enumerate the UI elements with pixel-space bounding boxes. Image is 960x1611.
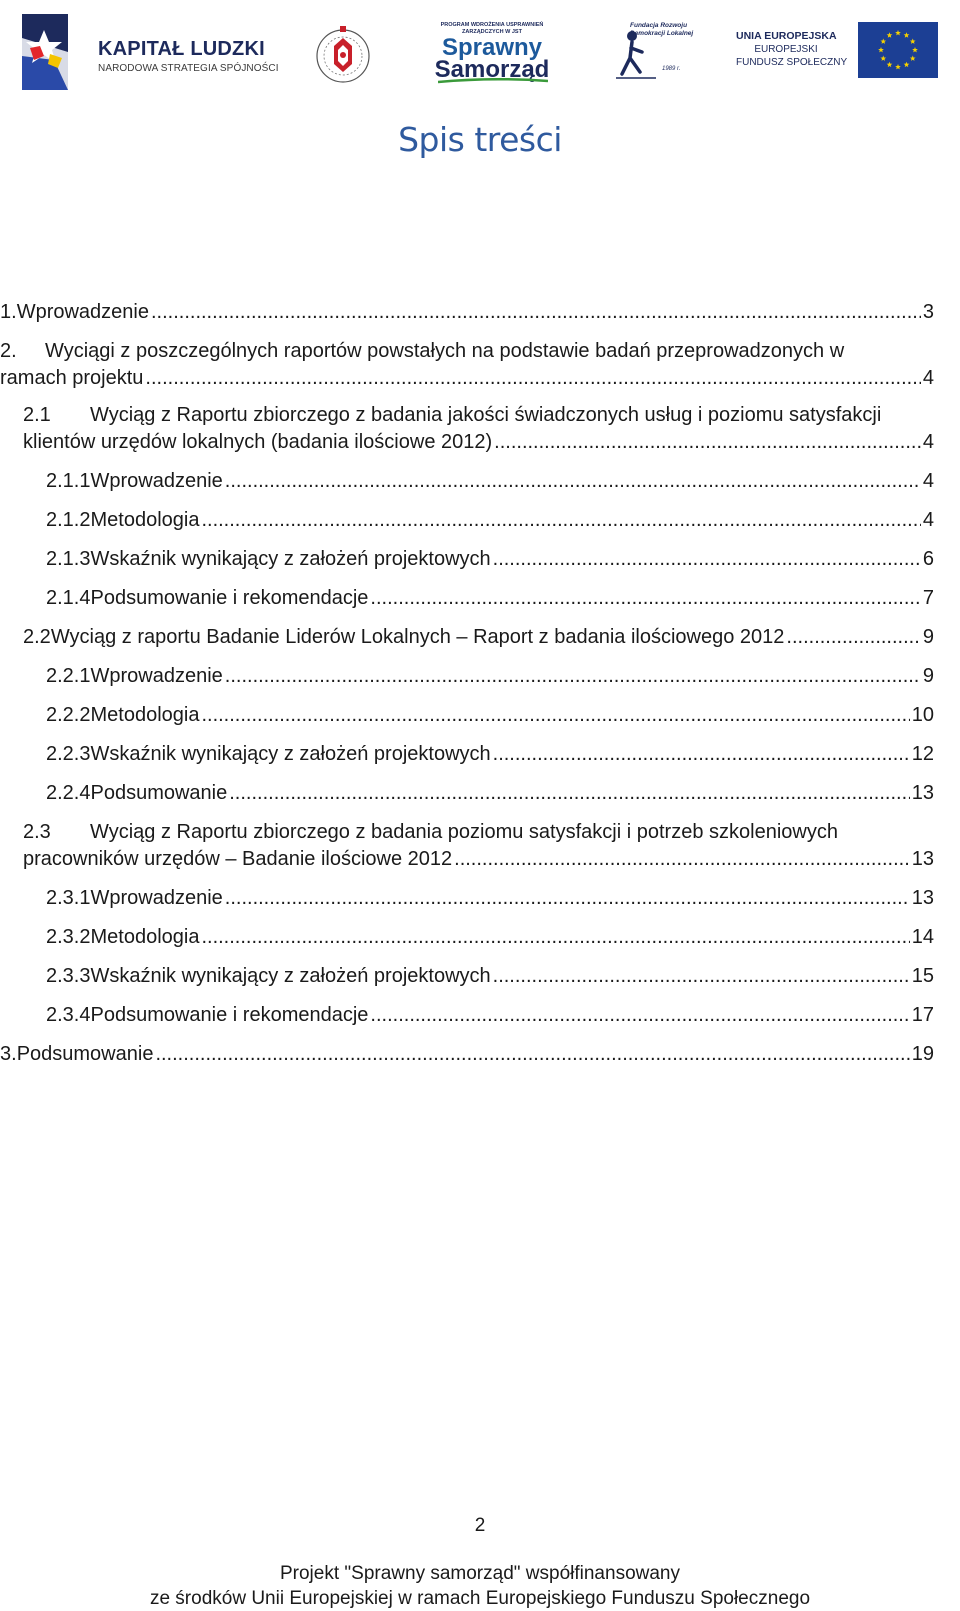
toc-title: Spis treści xyxy=(398,120,562,159)
toc-entry-page: 13 xyxy=(911,782,934,804)
toc-entry[interactable] xyxy=(46,740,934,768)
toc-entry[interactable] xyxy=(46,545,934,573)
toc-entry-page: 7 xyxy=(922,587,934,609)
toc-entry[interactable] xyxy=(46,779,934,807)
toc-leader-dots xyxy=(201,506,920,534)
toc-leader-dots xyxy=(145,364,920,392)
toc-entry-number: 3. xyxy=(0,1043,17,1065)
toc-entry[interactable] xyxy=(0,298,934,326)
toc-entry-page: 9 xyxy=(922,665,934,687)
frdl-year: 1989 r. xyxy=(662,66,681,72)
toc-entry-number: 2.2.4 xyxy=(46,782,91,804)
sprawny-samorzad-line1: Sprawny xyxy=(441,34,543,61)
toc-entry[interactable] xyxy=(46,662,934,690)
toc-entry[interactable] xyxy=(46,923,934,951)
toc-entry-page: 10 xyxy=(911,704,934,726)
kapital-ludzki-logo xyxy=(14,8,279,94)
toc-entry-number: 2.2.2 xyxy=(46,704,91,726)
toc-entry-title: Wyciągi z poszczególnych raportów powstałych na podstawie badań przeprowadzonych w xyxy=(45,340,845,362)
toc-leader-dots xyxy=(201,701,909,729)
toc-leader-dots xyxy=(155,1040,909,1068)
toc-entry-page: 12 xyxy=(911,743,934,765)
toc-entry-title: Metodologia xyxy=(90,704,200,726)
frdl-name: Fundacja Rozwoju Demokracji Lokalnej xyxy=(630,22,694,37)
toc-leader-dots xyxy=(229,779,910,807)
toc-leader-dots xyxy=(151,298,921,326)
toc-entry-title: Metodologia xyxy=(90,509,200,531)
toc-entry-number: 2.2.1 xyxy=(46,665,91,687)
toc-entry-page: 6 xyxy=(922,548,934,570)
toc-entry-number: 2.3.1 xyxy=(46,887,91,909)
sprawny-samorzad-line2: Samorząd xyxy=(434,56,550,83)
toc-entry-page: 4 xyxy=(922,367,934,389)
toc-entry-title-cont: pracowników urzędów – Badanie ilościowe 2012 xyxy=(23,848,453,870)
eu-fund-line2: FUNDUSZ SPOŁECZNY xyxy=(736,57,848,68)
sprawny-samorzad-logo xyxy=(432,20,552,84)
toc-entry-title: Wprowadzenie xyxy=(16,301,149,323)
toc-entry-title: Wprowadzenie xyxy=(90,887,223,909)
sprawny-samorzad-swoosh-icon xyxy=(438,78,548,84)
kapital-ludzki-star-icon xyxy=(14,8,84,94)
toc-leader-dots xyxy=(494,428,921,456)
toc-entry[interactable] xyxy=(46,467,934,495)
toc-entry-page: 4 xyxy=(922,431,934,453)
toc-entry-title: Wprowadzenie xyxy=(90,470,223,492)
zwiazek-powiatow-logo xyxy=(312,20,374,90)
kapital-ludzki-name: KAPITAŁ LUDZKI xyxy=(98,38,265,60)
toc-entry-title-cont: klientów urzędów lokalnych (badania ilościowe 2012) xyxy=(23,431,493,453)
eu-fund-line1: EUROPEJSKI xyxy=(754,44,818,55)
zwiazek-powiatow-polskich-icon xyxy=(312,20,374,90)
toc-leader-dots xyxy=(493,740,910,768)
toc-entry-page: 3 xyxy=(922,301,934,323)
toc-leader-dots xyxy=(493,962,910,990)
toc-entry-title: Wskaźnik wynikający z założeń projektowych xyxy=(90,548,491,570)
toc-entry-page: 4 xyxy=(922,509,934,531)
toc-leader-dots xyxy=(201,923,909,951)
toc-entry-number: 2.1.1 xyxy=(46,470,91,492)
toc-leader-dots xyxy=(225,884,910,912)
toc-entry[interactable] xyxy=(46,962,934,990)
toc-entry-number: 2.1 xyxy=(23,404,51,426)
toc-entry-number: 2.3.4 xyxy=(46,1004,91,1026)
toc-entry-number: 2.3.2 xyxy=(46,926,91,948)
eu-flag-icon xyxy=(858,22,938,78)
toc-entry-first-line[interactable] xyxy=(23,818,838,846)
toc-entry-page: 17 xyxy=(911,1004,934,1026)
toc-entry-number: 2.3.3 xyxy=(46,965,91,987)
toc-entry-title: Podsumowanie xyxy=(16,1043,154,1065)
toc-entry[interactable] xyxy=(46,884,934,912)
sprawny-samorzad-program: PROGRAM WDROŻENIA USPRAWNIEŃ ZARZĄDCZYCH W JST xyxy=(440,22,544,35)
toc-leader-dots xyxy=(370,1001,909,1029)
toc-entry-title: Podsumowanie xyxy=(90,782,228,804)
frdl-logo xyxy=(616,20,692,80)
toc-entry-number: 2.3 xyxy=(23,821,51,843)
toc-entry-number: 2.1.4 xyxy=(46,587,91,609)
toc-leader-dots xyxy=(786,623,920,651)
toc-entry-title-cont: ramach projektu xyxy=(0,367,144,389)
kapital-ludzki-subtitle: NARODOWA STRATEGIA SPÓJNOŚCI xyxy=(98,63,279,74)
toc-entry[interactable] xyxy=(0,364,934,392)
eu-name: UNIA EUROPEJSKA xyxy=(736,30,837,42)
toc-entry-title: Wskaźnik wynikający z założeń projektowych xyxy=(90,743,491,765)
page-number: 2 xyxy=(474,1515,486,1536)
toc-entry[interactable] xyxy=(46,506,934,534)
toc-entry-page: 9 xyxy=(922,626,934,648)
toc-entry-number: 2.2 xyxy=(23,626,51,648)
toc-entry-page: 13 xyxy=(911,848,934,870)
toc-entry[interactable] xyxy=(23,623,934,651)
toc-entry-title: Wprowadzenie xyxy=(90,665,223,687)
toc-entry-page: 14 xyxy=(911,926,934,948)
toc-entry[interactable] xyxy=(23,845,934,873)
toc-entry-page: 15 xyxy=(911,965,934,987)
toc-entry-number: 2.2.3 xyxy=(46,743,91,765)
toc-entry-title: Wyciąg z raportu Badanie Liderów Lokalnych – Raport z badania ilościowego 2012 xyxy=(50,626,785,648)
toc-entry-page: 4 xyxy=(922,470,934,492)
toc-entry-title: Metodologia xyxy=(90,926,200,948)
toc-entry[interactable] xyxy=(46,1001,934,1029)
footer-line-2: ze środków Unii Europejskiej w ramach Europejskiego Funduszu Społecznego xyxy=(149,1588,811,1609)
toc-entry-first-line[interactable] xyxy=(0,337,844,365)
toc-entry-title: Wyciąg z Raportu zbiorczego z badania jakości świadczonych usług i poziomu satysfakcji xyxy=(90,404,882,426)
toc-leader-dots xyxy=(225,467,921,495)
toc-entry[interactable] xyxy=(23,428,934,456)
footer-line-1: Projekt "Sprawny samorząd" współfinansowany xyxy=(279,1563,680,1584)
toc-entry-number: 1. xyxy=(0,301,17,323)
toc-entry-title: Podsumowanie i rekomendacje xyxy=(90,587,369,609)
toc-entry-title: Podsumowanie i rekomendacje xyxy=(90,1004,369,1026)
toc-entry-title: Wyciąg z Raportu zbiorczego z badania poziomu satysfakcji i potrzeb szkoleniowych xyxy=(90,821,838,843)
toc-entry-page: 19 xyxy=(911,1043,934,1065)
toc-entry-page: 13 xyxy=(911,887,934,909)
toc-leader-dots xyxy=(225,662,921,690)
toc-entry[interactable] xyxy=(46,701,934,729)
toc-entry-number: 2.1.2 xyxy=(46,509,91,531)
toc-leader-dots xyxy=(454,845,910,873)
toc-entry[interactable] xyxy=(0,1040,934,1068)
toc-entry-number: 2.1.3 xyxy=(46,548,91,570)
toc-entry-title: Wskaźnik wynikający z założeń projektowych xyxy=(90,965,491,987)
toc-leader-dots xyxy=(493,545,921,573)
eu-efs-logo xyxy=(736,22,940,80)
toc-entry-first-line[interactable] xyxy=(23,401,881,429)
toc-entry-number: 2. xyxy=(0,340,17,362)
toc-leader-dots xyxy=(370,584,920,612)
toc-entry[interactable] xyxy=(46,584,934,612)
